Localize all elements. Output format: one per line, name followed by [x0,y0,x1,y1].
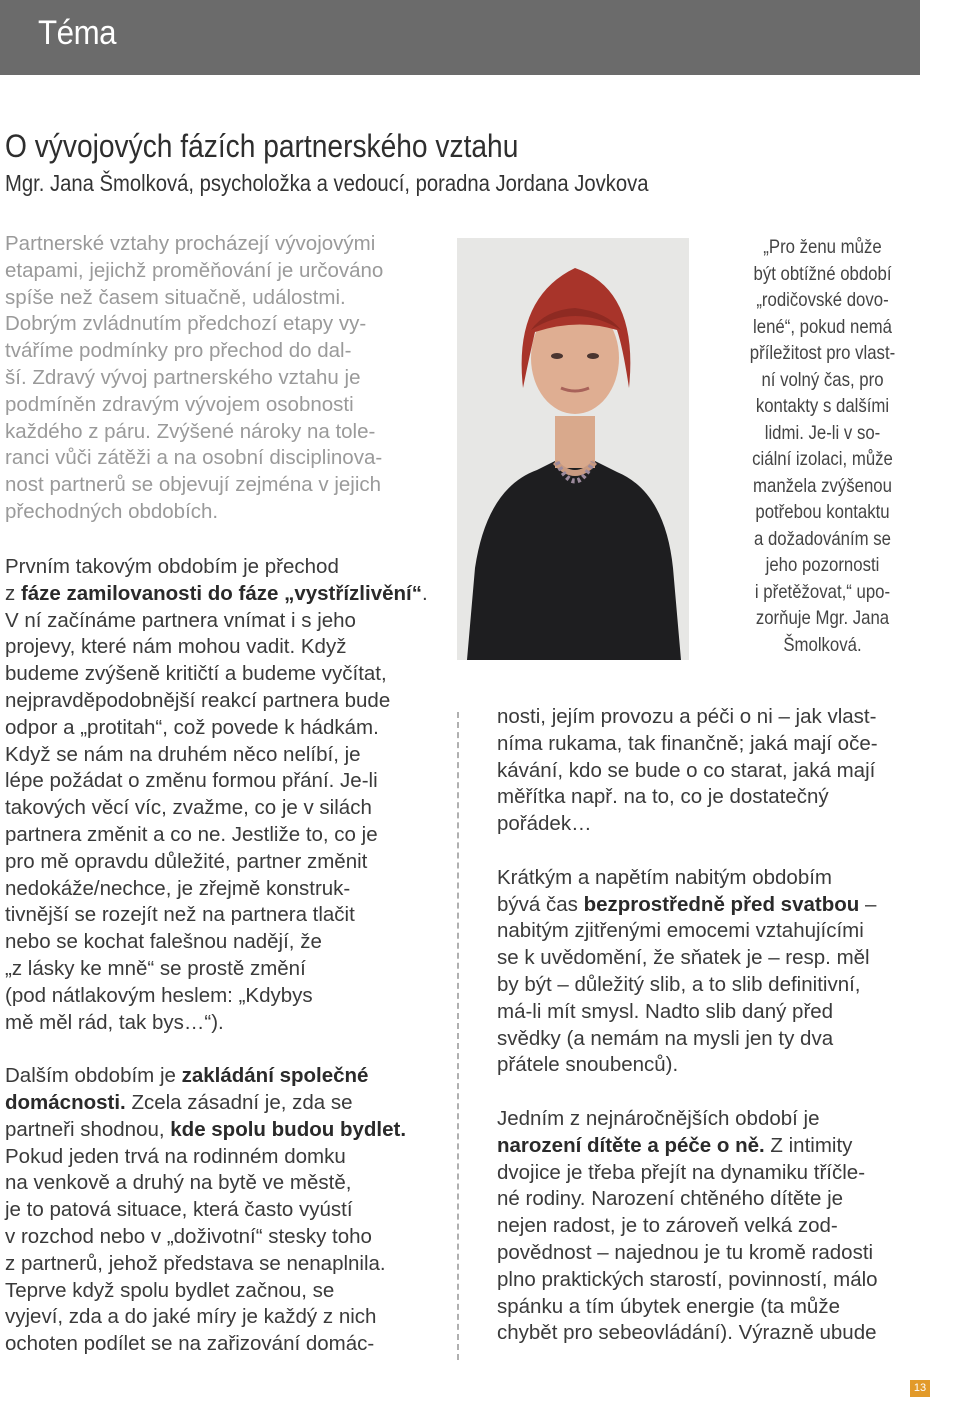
text-line: každého z páru. Zvýšené nároky na tole- [5,419,376,443]
text-line: projevy, které nám mohou vadit. Když [5,635,347,659]
quote-line: i přetěžovat,“ upo- [754,580,891,603]
text-line: domácnosti. Zcela zásadní je, zda se [5,1090,353,1114]
quote-line: lidmi. Je-li v so- [764,421,881,444]
text-line: narození dítěte a péče o ně. Z intimity [497,1133,853,1157]
column-divider [457,712,459,1360]
text-line: se k uvědomění, že sňatek je – resp. měl [497,946,870,970]
text-line: Dalším obdobím je zakládání společné [5,1064,369,1088]
text-line: „z lásky ke mně“ se prostě změní [5,956,306,980]
text-line: nejpravděpodobnější reakcí partnera bude [5,688,391,712]
text-line: plno praktických starostí, povinností, málo [497,1267,878,1291]
text-line: Prvním takovým obdobím je přechod [5,555,339,578]
text-line: odpor a „protitah“, což povede k hádkám. [5,715,379,739]
page-number: 13 [910,1380,930,1397]
quote-line: potřebou kontaktu [755,501,890,523]
pull-quote [730,234,915,658]
text-line: bývá čas bezprostředně před svatbou – [497,892,877,916]
text-line: nejen radost, je to zároveň velká zod- [497,1214,838,1238]
author-photo [457,238,689,660]
header-bar [0,0,920,75]
text-line: ranci vůči zátěži a na osobní disciplinova- [5,446,383,470]
text-line: nebo se kochat falešnou nadějí, že [5,930,322,954]
text-line: přátele snoubenců). [497,1053,679,1077]
text-line: z partnerů, jehož představa se nenaplnila. [5,1251,386,1275]
text-line: budeme zvýšeně kritičtí a budeme vyčítat, [5,662,387,686]
quote-line: ní volný čas, pro [761,368,884,391]
text-line: V ní začínáme partnera vnímat i s jeho [5,608,356,632]
quote-line: a dožadováním se [753,527,892,550]
text-line: přechodných obdobích. [5,499,219,523]
text-line: povědnost – najednou je tu kromě radosti [497,1240,874,1264]
text-line: níma rukama, tak finančně; jaká mají oče- [497,731,878,755]
text-line: Pokud jeden trvá na rodinném domku [5,1144,346,1168]
quote-line: lené“, pokud nemá [753,315,892,338]
bold-phrase: kde spolu budou bydlet. [170,1117,407,1141]
text-line: Teprve když spolu bydlet začnou, se [5,1278,335,1302]
article-author: Mgr. Jana Šmolková, psycholožka a vedoucí, poradna Jordana Jovkova [5,170,649,196]
text-line: z fáze zamilovanosti do fáze „vystřízlivění“. [5,581,428,605]
text-line: kávání, kdo se bude o co starat, jaká mají [497,758,876,782]
bold-phrase: fáze zamilovanosti do fáze „vystřízlivění“ [20,581,422,605]
text-line: partnera změnit a co ne. Jestliže to, co je [5,822,378,846]
text-line: měřítka např. na to, co je dostatečný [497,785,829,809]
text-line: má-li mít smysl. Nadto slib daný před [497,999,834,1023]
text-line: pro mě opravdu důležité, partner změnit [5,849,368,873]
text-line: svědky (a nemám na mysli jen ty dva [497,1026,834,1050]
text-line: spánku a tím úbytek energie (ta může [497,1294,840,1318]
text-line: nedokáže/nechce, je zřejmě konstruk- [5,876,351,900]
left-column [5,554,445,1358]
portrait-illustration [457,238,689,660]
quote-line: zorňuje Mgr. Jana [755,607,890,629]
text-line: né rodiny. Narození chtěného dítěte je [497,1187,844,1211]
quote-line: manžela zvýšenou [753,474,892,497]
bold-phrase: domácnosti. [5,1090,126,1114]
article-title: O vývojových fázích partnerského vztahu [5,128,519,164]
text-line: nost partnerů se objevují zejména v jejich [5,473,382,497]
quote-line: jeho pozornosti [765,554,880,576]
bold-phrase: bezprostředně před svatbou [583,892,860,916]
quote-line: „Pro ženu může [763,236,882,258]
text-line: Krátkým a napětím nabitým obdobím [497,865,832,889]
text-line: na venkově a druhý na bytě ve městě, [5,1171,352,1195]
text-line: Dobrým zvládnutím předchozí etapy vy- [5,312,367,336]
bold-phrase: narození dítěte a péče o ně. [497,1133,765,1157]
text-line: pořádek… [497,812,592,836]
quote-line: ciální izolaci, může [752,448,893,470]
text-line: takových věcí víc, zvažme, co je v silách [5,796,372,820]
text-line: chybět pro sebeovládání). Výrazně ubude [497,1321,877,1345]
text-line: nabitým zjitřenými emocemi vztahujícími [497,919,864,943]
quote-line: „rodičovské dovo- [756,289,889,311]
quote-line: Šmolková. [783,633,862,656]
text-line: mě měl rád, tak bys…“). [5,1010,224,1034]
text-line: Jedním z nejnáročnějších období je [497,1106,820,1130]
text-line: vyjeví, zda a do jaké míry je každý z nich [5,1305,377,1329]
text-line: ochoten podílet se na zařizování domác- [5,1332,375,1356]
text-line: tivnější se rozejít než na partnera tlačit [5,903,355,927]
text-line: Když se nám na druhém něco nelíbí, je [5,742,361,766]
text-line: partneři shodnou, kde spolu budou bydlet. [5,1117,407,1141]
intro-paragraph [5,231,425,526]
quote-line: příležitost pro vlast- [749,342,896,364]
quote-line: být obtížné období [753,262,892,285]
text-line: by být – důležitý slib, a to slib definitivní, [497,972,861,996]
text-line: (pod nátlakovým heslem: „Kdybys [5,983,313,1007]
text-line: tváříme podmínky pro přechod do dal- [5,339,352,363]
text-line: lépe požádat o změnu formou přání. Je-li [5,769,378,793]
text-line: v rozchod nebo v „doživotní“ stesky toho [5,1224,372,1248]
text-line: etapami, jejichž proměňování je určováno [5,258,384,282]
right-column [497,704,937,1347]
quote-line: kontakty s dalšími [755,395,890,417]
text-line: ší. Zdravý vývoj partnerského vztahu je [5,365,361,389]
text-line: je to patová situace, která často vyústí [5,1198,353,1222]
text-line: nosti, jejím provozu a péči o ni – jak vlast- [497,705,877,728]
text-line: podmíněn zdravým vývojem osobnosti [5,392,354,416]
text-line: dvojice je třeba přejít na dynamiku tříčle- [497,1160,866,1184]
bold-phrase: zakládání společné [181,1064,369,1088]
text-line: spíše než časem situačně, událostmi. [5,285,346,309]
section-label: Téma [38,14,117,52]
text-line: Partnerské vztahy procházejí vývojovými [5,232,376,255]
